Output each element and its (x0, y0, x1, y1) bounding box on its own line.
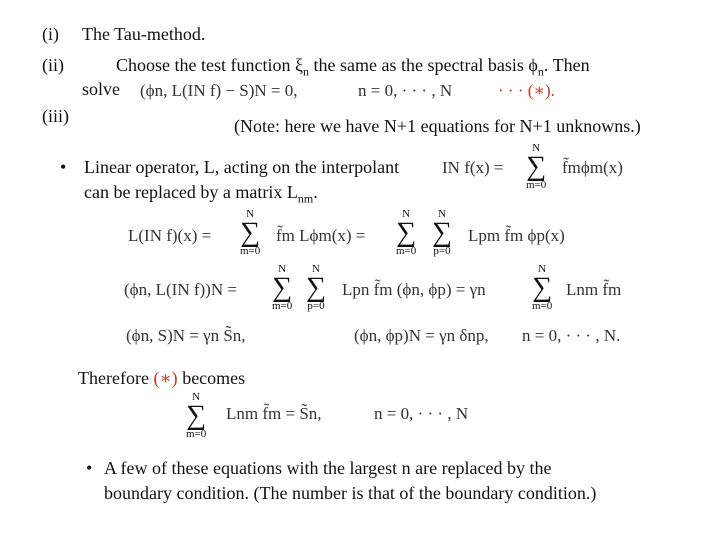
star-ref: (∗) (153, 368, 178, 388)
eq3-rhs: (ϕn, ϕp)N = γn δnp, (354, 326, 489, 345)
bullet2-line2: boundary condition. (The number is that of the boundary condition.) (104, 483, 597, 503)
bullet-dot: • (60, 157, 67, 177)
eq2-lhs: (ϕn, L(IN f))N = (124, 280, 237, 299)
eq1-lhs: L(IN f)(x) = (128, 226, 212, 245)
becomes-word: becomes (182, 368, 246, 388)
item-ii-part2: the same as the spectral basis ϕ (309, 55, 538, 75)
bullet2-line1: A few of these equations with the largest n are replaced by the (104, 458, 552, 478)
eq2-sum-p: N ∑ p=0 (306, 263, 326, 312)
item-iii-label: (iii) (42, 106, 69, 126)
final-sum-m: N ∑ m=0 (186, 391, 207, 440)
final-range: n = 0, · · · , N (374, 404, 469, 423)
bullet1-line1: Linear operator, L, acting on the interpolant (84, 157, 400, 177)
bullet1-line2-text: can be replaced by a matrix L (84, 182, 298, 202)
item-i-label: (i) (42, 24, 59, 44)
item-ii-text (116, 55, 590, 80)
eq2-sum-m2: N ∑ m=0 (532, 263, 553, 312)
therefore-word: Therefore (78, 368, 149, 388)
interpolant-sum: N ∑ m=0 (526, 142, 547, 191)
item-ii-then: . Then (543, 55, 590, 75)
phi-subscript: n (537, 64, 544, 79)
equation-star-label: · · · (∗). (498, 81, 555, 100)
interpolant-term: f̃mϕm(x) (562, 158, 623, 177)
eq1-sum-p: N ∑ p=0 (432, 208, 452, 257)
therefore-text (78, 368, 245, 389)
equation-solve-range: n = 0, · · · , N (358, 81, 453, 100)
item-ii-part1: Choose the test function ξ (116, 55, 303, 75)
bullet-dot: • (86, 458, 93, 478)
final-equation: Lnm f̃m = S̃n, (226, 404, 322, 423)
eq3-lhs: (ϕn, S)N = γn S̃n, (126, 326, 246, 345)
xi-subscript: n (303, 64, 309, 79)
interpolant-lhs: IN f(x) = (442, 158, 504, 177)
eq2-sum-m: N ∑ m=0 (272, 263, 293, 312)
item-i-text: The Tau-method. (82, 24, 206, 44)
eq2-rhs: Lnm f̃m (566, 280, 622, 299)
eq1-mid: f̃m Lϕm(x) = (276, 226, 366, 245)
eq1-rhs: Lpm f̃m ϕp(x) (468, 226, 565, 245)
eq1-sum-m: N ∑ m=0 (240, 208, 261, 257)
bullet1-line2 (84, 182, 318, 207)
eq3-range: n = 0, · · · , N. (522, 326, 621, 345)
eq2-mid: Lpn f̃m (ϕn, ϕp) = γn (342, 280, 486, 299)
bullet1-period: . (313, 182, 318, 202)
item-ii-solve: solve (82, 79, 120, 99)
bullet1-subscript: nm (297, 191, 314, 206)
note-text: (Note: here we have N+1 equations for N+1 unknowns.) (234, 116, 641, 136)
item-ii-label: (ii) (42, 55, 64, 75)
equation-solve: (ϕn, L(IN f) − S)N = 0, (140, 81, 298, 100)
eq1-sum-m2: N ∑ m=0 (396, 208, 417, 257)
